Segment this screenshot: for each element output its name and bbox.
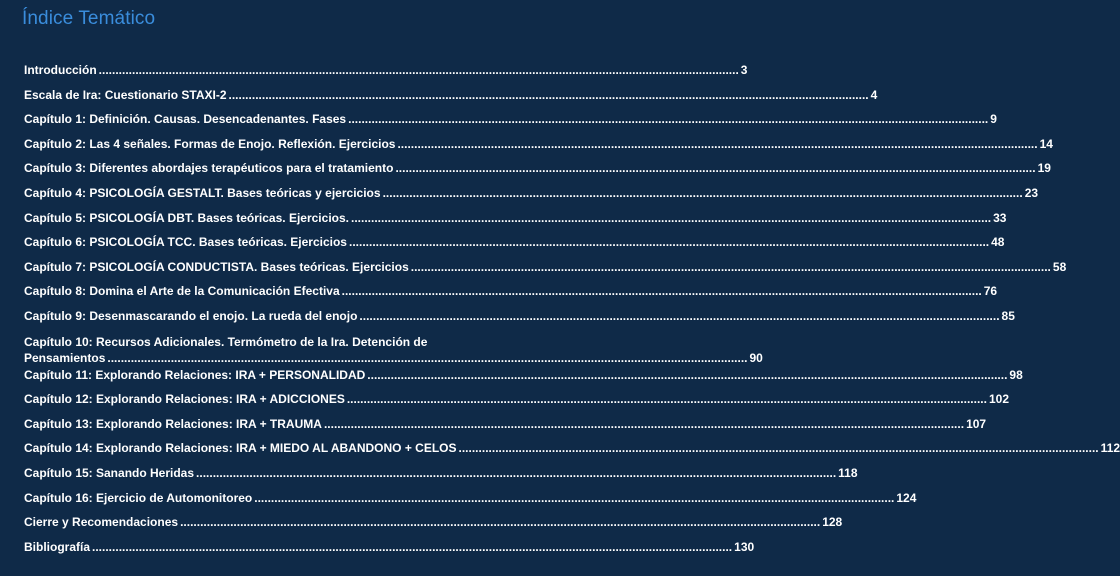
- toc-entry-capitulo-12[interactable]: [24, 392, 1009, 417]
- toc-entry-page: 9: [990, 112, 997, 127]
- toc-entry-label: Introducción: [24, 63, 97, 77]
- dot-leader: [254, 491, 894, 505]
- dot-leader: [395, 161, 1035, 175]
- dot-leader: [348, 112, 988, 126]
- toc-entry-capitulo-9[interactable]: [24, 308, 1015, 334]
- toc-entry-capitulo-15[interactable]: [24, 465, 858, 491]
- toc-entry-capitulo-8[interactable]: [24, 284, 998, 309]
- dot-leader: [459, 441, 1099, 455]
- toc-entry-label: Capítulo 9: Desenmascarando el enojo. La rueda del enojo: [24, 308, 358, 323]
- dot-leader: [107, 350, 747, 366]
- dot-leader: [383, 186, 1023, 200]
- dot-leader: [397, 137, 1037, 151]
- dot-leader: [349, 235, 989, 249]
- toc-entry-label: Capítulo 14: Explorando Relaciones: IRA + MIEDO AL ABANDONO + CELOS: [24, 441, 457, 456]
- toc-entry-label: Capítulo 6: PSICOLOGÍA TCC. Bases teóricas. Ejercicios: [24, 235, 347, 250]
- dot-leader: [351, 211, 991, 225]
- toc-entry-label: Capítulo 10: Recursos Adicionales. Termómetro de la Ira. Detención de: [24, 334, 428, 349]
- toc-entry-page: 14: [1039, 136, 1053, 151]
- toc-entry-label: Capítulo 1: Definición. Causas. Desencadenantes. Fases: [24, 112, 347, 127]
- toc-entry-capitulo-6[interactable]: [24, 235, 1005, 260]
- dot-leader: [324, 417, 964, 431]
- toc-entry-page: 112: [1100, 441, 1120, 456]
- toc-entry-page: 23: [1024, 185, 1039, 200]
- toc-entry-label: Capítulo 13: Explorando Relaciones: IRA + TRAUMA: [24, 416, 322, 431]
- toc-entry-label: Capítulo 3: Diferentes abordajes terapéuticos para el tratamiento: [24, 161, 394, 176]
- toc-entry-label: Capítulo 2: Las 4 señales. Formas de Enojo. Reflexión. Ejercicios: [24, 136, 396, 151]
- toc-entry-label: Capítulo 12: Explorando Relaciones: IRA + ADICCIONES: [24, 392, 345, 407]
- dot-leader: [92, 540, 732, 554]
- dot-leader: [229, 88, 869, 102]
- dot-leader: [342, 284, 982, 298]
- toc-entry-page: 4: [870, 87, 878, 102]
- dot-leader: [367, 368, 1007, 382]
- toc-entry-label: Capítulo 7: PSICOLOGÍA CONDUCTISTA. Bases teóricas. Ejercicios: [24, 259, 409, 274]
- dot-leader: [411, 260, 1051, 274]
- toc-entry-escala-ira[interactable]: [24, 87, 878, 113]
- toc-entry-label: Capítulo 15: Sanando Heridas: [24, 465, 195, 480]
- toc-entry-label-continued: Pensamientos: [24, 350, 106, 365]
- toc-entry-introduccion[interactable]: [24, 63, 748, 88]
- toc-entry-capitulo-11[interactable]: [24, 367, 1023, 393]
- toc-entry-page: 98: [1009, 367, 1023, 382]
- toc-entry-page: 128: [822, 515, 843, 530]
- toc-entry-capitulo-16[interactable]: [24, 490, 917, 516]
- toc-entry-label: Capítulo 16: Ejercicio de Automonitoreo: [24, 490, 253, 505]
- toc-entry-capitulo-3[interactable]: [24, 161, 1051, 186]
- toc-entry-page: 33: [993, 210, 1007, 225]
- toc-entry-capitulo-1[interactable]: [24, 112, 997, 137]
- dot-leader: [347, 392, 987, 406]
- toc-entry-page: 3: [740, 63, 748, 77]
- dot-leader: [99, 63, 739, 77]
- toc-entry-label: Capítulo 8: Domina el Arte de la Comunicación Efectiva: [24, 284, 340, 299]
- toc-entry-capitulo-14[interactable]: [24, 441, 1120, 466]
- toc-entry-line2: [24, 350, 763, 366]
- toc-entry-cierre[interactable]: [24, 515, 843, 540]
- toc-entry-label: Capítulo 5: PSICOLOGÍA DBT. Bases teóricas. Ejercicios.: [24, 210, 349, 225]
- toc-entry-label: Bibliografía: [24, 539, 91, 554]
- toc-entry-label: Escala de Ira: Cuestionario STAXI-2: [24, 87, 227, 102]
- toc-entry-page: 85: [1001, 308, 1015, 323]
- toc-entry-capitulo-5[interactable]: [24, 210, 1007, 236]
- toc-entry-label: Capítulo 4: PSICOLOGÍA GESTALT. Bases teóricas y ejercicios: [24, 185, 381, 200]
- toc-entry-capitulo-13[interactable]: [24, 416, 987, 442]
- dot-leader: [196, 466, 836, 480]
- toc-entry-page: 118: [838, 465, 858, 480]
- toc-entry-capitulo-10[interactable]: [24, 334, 763, 368]
- toc-entry-page: 48: [991, 235, 1005, 250]
- toc-entry-label: Cierre y Recomendaciones: [24, 515, 179, 530]
- page-title: Índice Temático: [22, 8, 156, 29]
- table-of-contents: [24, 63, 1120, 564]
- toc-entry-label: Capítulo 11: Explorando Relaciones: IRA + PERSONALIDAD: [24, 367, 366, 382]
- toc-entry-page: 19: [1037, 161, 1051, 176]
- toc-entry-page: 90: [749, 350, 763, 365]
- toc-entry-page: 102: [988, 392, 1009, 407]
- toc-entry-page: 107: [966, 416, 987, 431]
- toc-entry-capitulo-4[interactable]: [24, 185, 1039, 211]
- dot-leader: [180, 515, 820, 529]
- toc-entry-page: 124: [896, 490, 917, 505]
- toc-entry-page: 76: [983, 284, 998, 299]
- toc-entry-page: 58: [1052, 259, 1067, 274]
- toc-entry-capitulo-7[interactable]: [24, 259, 1067, 285]
- dot-leader: [359, 309, 999, 323]
- toc-entry-capitulo-2[interactable]: [24, 136, 1053, 162]
- toc-entry-bibliografia[interactable]: [24, 539, 755, 565]
- toc-entry-page: 130: [734, 539, 755, 554]
